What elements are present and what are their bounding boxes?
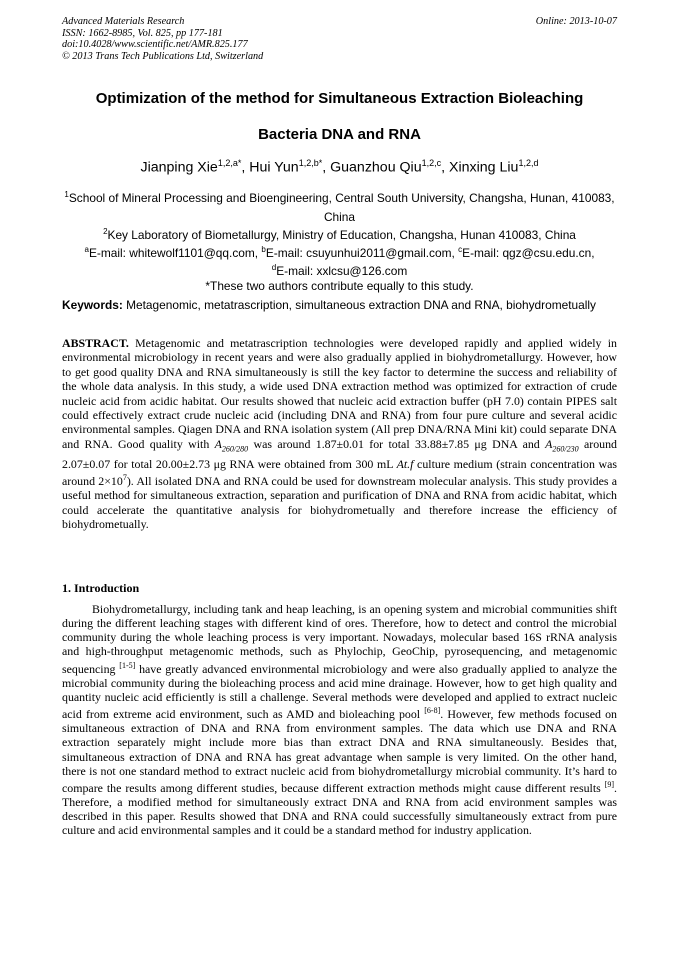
section-heading-introduction: 1. Introduction: [62, 581, 140, 595]
journal-header: [62, 16, 617, 62]
species-name: At.f: [396, 456, 414, 471]
email-mark: a: [84, 245, 89, 254]
abstract-symbol: A: [545, 436, 553, 451]
body-text: . However, few methods focused on simultaneous extraction of DNA and RNA from environment samples. The data which use DNA and RNA extraction separately might include more bias than extract DNA and RNA simultaneously. Besides that, simultaneous extraction of DNA and RNA has great advantage when sample is very limited. On the other hand, there is not one standard method to extract nucleic acid from biohydrometallurgy microbial community. It’s hard to compare the results among different studies, because different extraction methods might cause different results: [62, 707, 617, 795]
journal-name: Advanced Materials Research: [62, 16, 185, 27]
equal-contribution-note: *These two authors contribute equally to this study.: [205, 279, 474, 293]
keywords-label: Keywords:: [62, 298, 123, 312]
citation[interactable]: [1-5]: [119, 660, 136, 670]
affiliation-text: Key Laboratory of Biometallurgy, Ministry of Education, Changsha, Hunan 410083, China: [107, 227, 576, 242]
body-text: Biohydrometallurgy, including tank and heap leaching, is an opening system and microbial communities shift during the different leaching stages with different kind of ores. Therefore, how to detect and control the microbial community during the whole leaching process is very important. Nowadays, molecular based 16S rRNA analysis and high-throughput metagenomic methods, such as Phylochip, GeoChip, pyrosequencing, and metagenomic sequencing: [62, 602, 617, 676]
author-name: Guanzhou Qiu: [330, 159, 422, 176]
keywords: [62, 299, 617, 313]
author-affiliation-mark: 1,2,a*: [217, 158, 242, 168]
body-text: have greatly advanced environmental microbiology and were also gradually applied to analyze the microbial community during the bioleaching process and acid mine drainage. However, how to get high quality and quantity nucleic acid efficiently is still a challenge. Several methods were developed and applied to extract nucleic acid from extreme acid environment, such as AMD and bioleaching pool: [62, 661, 617, 722]
author-name: Jianping Xie: [140, 159, 218, 176]
author-name: Xinxing Liu: [449, 159, 519, 176]
affiliation-mark: 2: [103, 227, 108, 236]
author-list: Jianping Xie$^{1,2,a*}$, Hui Yun$^{1,2,b*}$, Guanzhou Qiu$^{1,2,c}$, Xinxing Liu$^{1,2,d}$: [140, 158, 539, 176]
abstract-text: culture medium (strain concentration was around 2×10: [62, 456, 617, 488]
author-affiliation-mark: 1,2,b*: [298, 158, 323, 168]
exponent: 7: [122, 473, 127, 483]
paper-title-line-2: Bacteria DNA and RNA: [258, 126, 421, 143]
email-c[interactable]: E-mail: qgz@csu.edu.cn,: [462, 245, 595, 260]
copyright: © 2013 Trans Tech Publications Ltd, Switzerland: [62, 50, 264, 62]
body-text: . Therefore, a modified method for simultaneously extract DNA and RNA from acid environment samples was described in this paper. Results showed that DNA and RNA could successfully simultaneously extract from pure culture and acid environmental samples and it could be a standard method for industry application.: [62, 780, 617, 838]
affiliation-mark: 1: [64, 190, 69, 199]
author-affiliation-mark: 1,2,d: [518, 158, 539, 168]
abstract-subscript: 260/280: [221, 444, 249, 454]
affiliation-1: [62, 186, 617, 226]
email-mark: d: [271, 263, 277, 272]
abstract-subscript: 260/230: [552, 444, 579, 454]
affiliation-text: School of Mineral Processing and Bioengineering, Central South University, Changsha, Hunan, 410083, China: [68, 190, 615, 224]
email-d[interactable]: E-mail: xxlcsu@126.com: [276, 263, 408, 278]
email-mark: c: [458, 245, 463, 254]
email-a[interactable]: E-mail: whitewolf1101@qq.com,: [88, 245, 262, 260]
author-affiliation-mark: 1,2,c: [421, 158, 442, 168]
keywords-text: Metagenomic, metatrascription, simultaneous extraction DNA and RNA, biohydrometually: [126, 298, 597, 312]
online-date: Online: 2013-10-07: [535, 16, 617, 27]
abstract-text: around 2.07±0.07 for total 20.00±2.73 μg RNA were obtained from 300 mL: [62, 436, 618, 471]
abstract-text: ). All isolated DNA and RNA could be used for downstream molecular analysis. This study provides a useful method for simultaneous extraction, separation and purification of DNA and RNA from acidic habitat, which could accelerate the quantitative analysis for biohydrometually and therefore increase the efficiency of biohydrometually.: [62, 474, 617, 532]
email-mark: b: [261, 245, 266, 254]
citation[interactable]: [9]: [604, 779, 615, 789]
abstract-text: Metagenomic and metatrascription technologies were developed rapidly and applied widely in environmental microbiology in recent years and were also gradually applied in biohydrometallurgy. However, how to get good quality DNA and RNA simultaneously is still the key factor to determine the success and reliability of the whole data analysis. In this study, a wide used DNA extraction method was optimized for extraction of crude nucleic acid from acidic habitat. Our results showed that nucleic acid extraction buffer (pH 7.0) contain PIPES salt could effectively extract crude nucleic acid (including DNA and RNA) from four pure culture and several acidic environmental samples. Qiagen DNA and RNA isolation system (All prep DNA/RNA Mini kit) could separate DNA and RNA. Good quality with: [62, 336, 617, 451]
author-name: Hui Yun: [249, 159, 299, 176]
abstract-label: ABSTRACT.: [62, 336, 129, 350]
issn: ISSN: 1662-8985, Vol. 825, pp 177-181: [62, 27, 223, 39]
introduction-paragraph: [62, 602, 617, 837]
abstract-symbol: A: [214, 436, 222, 451]
email-b[interactable]: E-mail: csuyunhui2011@gmail.com,: [265, 245, 459, 260]
doi: doi:10.4028/www.scientific.net/AMR.825.177: [62, 39, 248, 51]
paper-title-line-1: Optimization of the method for Simultaneous Extraction Bioleaching: [95, 90, 584, 107]
abstract-text: was around 1.87±0.01 for total 33.88±7.85 μg DNA and: [248, 436, 546, 451]
citation[interactable]: [6-8]: [424, 706, 441, 716]
abstract: [62, 336, 617, 532]
